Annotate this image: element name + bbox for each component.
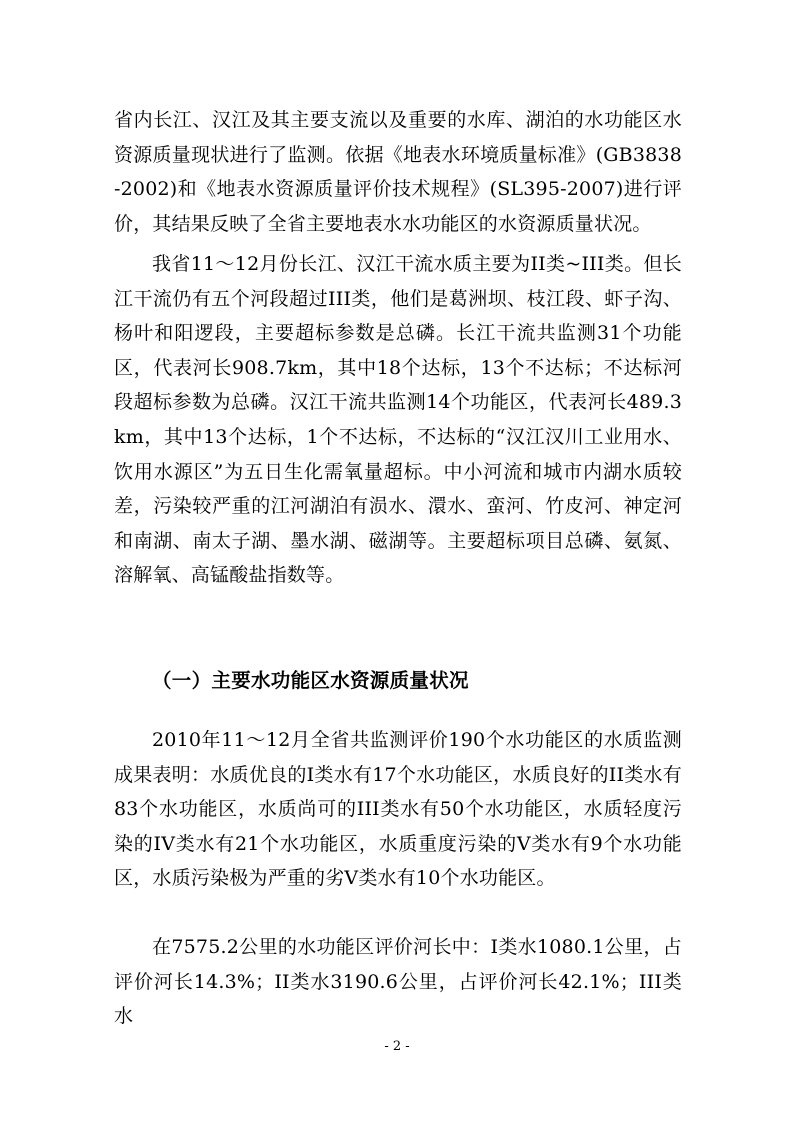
section-heading: （一）主要水功能区水资源质量状况 bbox=[152, 669, 469, 692]
body-paragraph: 我省11～12月份长江、汉江干流水质主要为II类~III类。但长江干流仍有五个河段超过III类，他们是葛洲坝、枝江段、虾子沟、杨叶和阳逻段，主要超标参数是总磷。长江干流共监测31个功能区，代表河长908.7km，其中18个达标，13个不达标；不达标河段超标参数为总磷。汉江干流共监测14个功能区，代表河长489.3km，其中13个达标，1个不达标，不达标的“汉江汉川工业用水、饮用水源区”为五日生化需氧量超标。中小河流和城市内湖水质较差，污染较严重的江河湖泊有涢水、澴水、蛮河、竹皮河、神定河和南湖、南太子湖、墨水湖、磁湖等。主要超标项目总磷、氨氮、溶解氧、高锰酸盐指数等。 bbox=[114, 253, 682, 587]
body-paragraph: 2010年11～12月全省共监测评价190个水功能区的水质监测成果表明：水质优良的I类水有17个水功能区，水质良好的II类水有83个水功能区，水质尚可的III类水有50个水功能区，水质轻度污染的IV类水有21个水功能区，水质重度污染的V类水有9个水功能区，水质污染极为严重的劣V类水有10个水功能区。 bbox=[114, 729, 682, 890]
body-paragraph: 省内长江、汉江及其主要支流以及重要的水库、湖泊的水功能区水资源质量现状进行了监测。依据《地表水环境质量标准》(GB3838-2002)和《地表水资源质量评价技术规程》(SL395-2007)进行评价，其结果反映了全省主要地表水水功能区的水资源质量状况。 bbox=[114, 109, 682, 235]
page-number: - 2 - bbox=[384, 1039, 410, 1054]
body-paragraph: 在7575.2公里的水功能区评价河长中：I类水1080.1公里，占评价河长14.3%；II类水3190.6公里，占评价河长42.1%；III类水 bbox=[114, 936, 682, 1028]
